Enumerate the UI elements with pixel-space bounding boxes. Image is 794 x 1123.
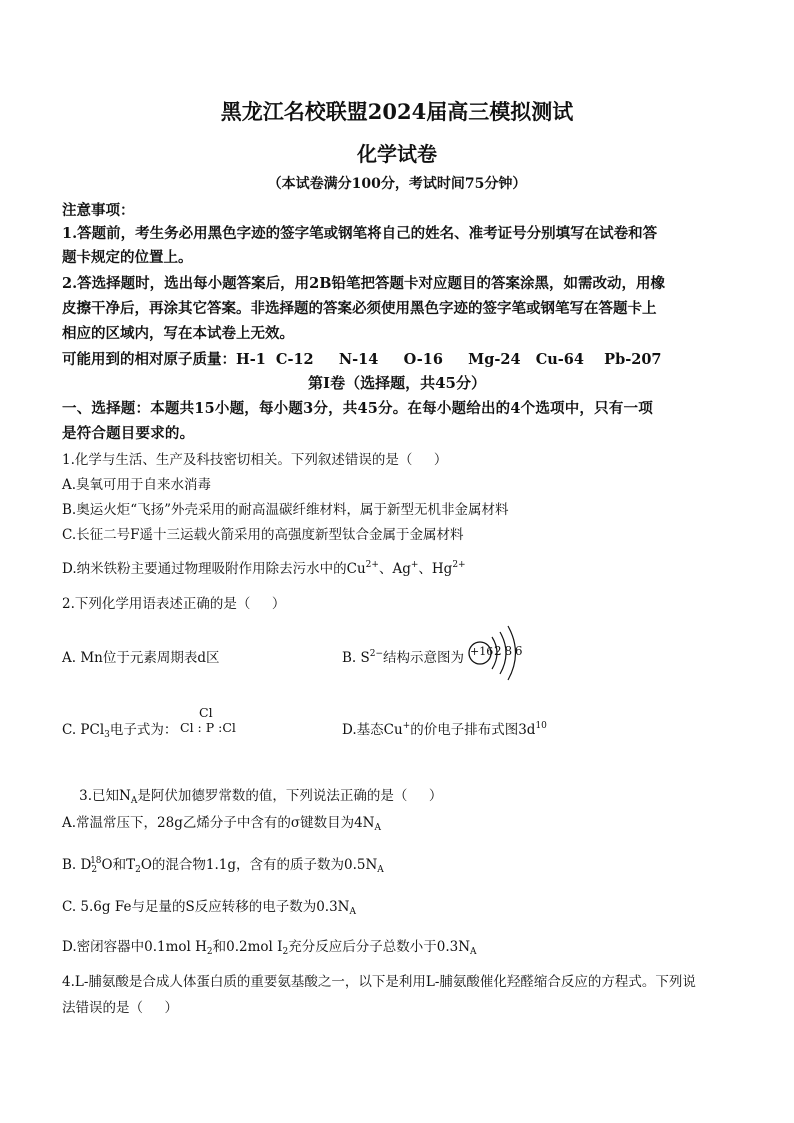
q3-c-pre: C. 5.6g Fe与足量的S反应转移的电子数为0.3N <box>62 899 350 915</box>
q2-b-charge: 2− <box>369 649 384 659</box>
q1-stem: 1.化学与生活、生产及科技密切相关。下列叙述错误的是（ ） <box>62 452 448 468</box>
notes-item1-line1: 1.答题前，考生务必用黑色字迹的签字笔或钢笔将自己的姓名、准考证号分别填写在试卷和答 <box>62 225 658 242</box>
nucleus-charge: +16 <box>470 645 494 658</box>
q2-option-a: A. Mn位于元素周期表d区 <box>62 650 220 666</box>
q3-option-b <box>62 853 384 875</box>
q3-d-mid: 和0.2mol I <box>212 939 283 955</box>
q1-d-hg-charge: 2+ <box>452 560 466 570</box>
q1-d-sep2: 、Hg <box>418 561 453 577</box>
q2-d-rest: 的价电子排布式图3d <box>410 722 536 738</box>
q4-line2: 法错误的是（ ） <box>62 1000 178 1016</box>
q2-c-sub: 3 <box>104 730 110 740</box>
q4-line1: 4.L-脯氨酸是合成人体蛋白质的重要氨基酸之一，以下是利用L-脯氨酸催化羟醛缩合反应的方程式。下列说 <box>62 974 696 990</box>
q3-option-d <box>62 935 477 957</box>
lewis-top-cl: Cl <box>199 705 213 720</box>
q2-stem: 2.下列化学用语表述正确的是（ ） <box>62 596 286 612</box>
q1-d-sep1: 、Ag <box>378 561 411 577</box>
q3-d-sub2: 2 <box>282 947 289 957</box>
notes-item2-line2: 皮擦干净后，再涂其它答案。非选择题的答案必须使用黑色字迹的签字笔或钢笔写在答题卡上 <box>62 300 657 317</box>
q2-d-sup: 10 <box>535 721 547 731</box>
q3-stem-post: 是阿伏加德罗常数的值，下列说法正确的是（ ） <box>137 788 443 804</box>
q2-d-text: D.基态Cu <box>342 722 403 738</box>
part1-heading: 第Ⅰ卷（选择题，共45分） <box>308 374 486 392</box>
q1-d-text: D.纳米铁粉主要通过物理吸附作用除去污水中的Cu <box>62 561 366 577</box>
exam-info: （本试卷满分100分，考试时间75分钟） <box>267 176 527 192</box>
pcl3-lewis-structure <box>178 706 238 742</box>
q2-c-rest: 电子式为： <box>109 722 178 738</box>
q3-b-sub1: 2 <box>91 865 98 875</box>
q1-option-d <box>62 557 466 577</box>
q2-option-c <box>62 718 177 740</box>
atomic-masses: 可能用到的相对原子质量：H-1 C-12 N-14 O-16 Mg-24 Cu-64 Pb-207 <box>62 351 662 368</box>
q3-stem-sub: A <box>130 796 138 806</box>
q2-c-text: C. PCl <box>62 722 105 738</box>
sulfide-ion-structure-diagram <box>462 620 532 686</box>
section1-line2: 是符合题目要求的。 <box>62 425 195 442</box>
q3-a-sub: A <box>374 823 381 833</box>
q3-c-sub: A <box>349 907 356 917</box>
electron-shells: 2 8 6 <box>494 644 523 658</box>
q3-d-sub3: A <box>470 947 477 957</box>
lewis-middle: Cl : P :Cl <box>180 720 236 735</box>
q2-d-charge: + <box>402 721 411 731</box>
subject-title: 化学试卷 <box>357 142 437 166</box>
q1-option-b: B.奥运火炬“飞扬”外壳采用的耐高温碳纤维材料，属于新型无机非金属材料 <box>62 502 509 518</box>
q1-option-c: C.长征二号F遥十三运载火箭采用的高强度新型钛合金属于金属材料 <box>62 527 464 543</box>
q3-b-pre: B. D <box>62 857 92 873</box>
q3-b-sub2: 2 <box>135 865 141 875</box>
q3-stem-pre: 3.已知N <box>79 788 131 804</box>
notes-heading: 注意事项： <box>62 202 135 219</box>
q3-a-pre: A.常温常压下，28g乙烯分子中含有的σ键数目为4N <box>62 815 375 831</box>
notes-item2-line1: 2.答选择题时，选出每小题答案后，用2B铅笔把答题卡对应题目的答案涂黑，如需改动，用橡 <box>62 275 665 292</box>
q3-b-sup: 18 <box>90 856 102 866</box>
q2-option-b <box>342 646 464 666</box>
q1-d-ag-charge: + <box>410 560 419 570</box>
q3-d-pre: D.密闭容器中0.1mol H <box>62 939 207 955</box>
notes-item2-line3: 相应的区域内，写在本试卷上无效。 <box>62 325 294 342</box>
q2-b-text: B. S <box>342 650 370 666</box>
q3-d-sub1: 2 <box>206 947 213 957</box>
q2-b-rest: 结构示意图为 <box>383 650 465 666</box>
q3-option-a <box>62 811 381 833</box>
section1-line1: 一、选择题：本题共15小题，每小题3分，共45分。在每小题给出的4个选项中，只有一项 <box>62 400 653 417</box>
q3-d-post: 充分反应后分子总数小于0.3N <box>288 939 471 955</box>
q1-d-cu-charge: 2+ <box>365 560 379 570</box>
q3-b-sub3: A <box>377 865 384 875</box>
q2-option-d <box>342 718 547 738</box>
q3-option-c <box>62 895 356 917</box>
notes-item1-line2: 题卡规定的位置上。 <box>62 249 193 266</box>
q3-b-post: O的混合物1.1g，含有的质子数为0.5N <box>140 857 378 873</box>
q1-option-a: A.臭氧可用于自来水消毒 <box>62 477 212 493</box>
exam-title: 黑龙江名校联盟2024届高三模拟测试 <box>220 99 574 124</box>
q3-b-mid: O和T <box>101 857 136 873</box>
